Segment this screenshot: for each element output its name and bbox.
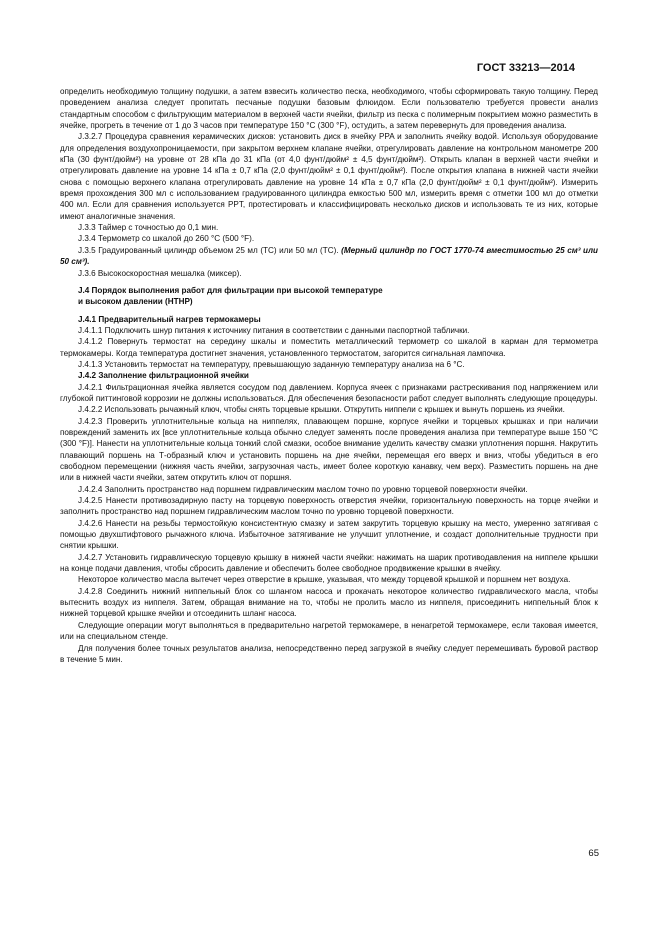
paragraph: J.4.1.1 Подключить шнур питания к источнику питания в соответствии с данными паспортной таблички.: [78, 325, 470, 335]
paragraph: [60, 245, 598, 268]
paragraph: определить необходимую толщину подушки, а затем взвесить количество песка, необходимого, чтобы сформировать такую толщину. Перед проведением анализа следует пропитать песчаные подушки базовым флюидом. Если пользователю требуется провести анализ стандартным способом с фильтрующим материалом в верхней части ячейки, фильтр из песка с полимерным покрытием можно разместить в ячейке, прогреть в течение от 1 до 3 часов при температуре 150 °С (300 °F), остудить, а затем перевернуть для проведения анализа.: [60, 87, 598, 131]
paragraph: J.4.2.6 Нанести на резьбы термостойкую консистентную смазку и затем закрутить торцевую крышку на место, умеренно затягивая с помощью двухштифтового рычажного ключа. Избыточное затягивание не улучшит уплотнение, и создаст дополнительные трудности при снятии крышки.: [60, 518, 598, 551]
paragraph: J.4.1.2 Повернуть термостат на середину шкалы и поместить металлический термометр со шкалой в карман для термометра термокамеры. Когда температура достигнет значения, установленного термостатом, загорится сигнальная лампочка.: [60, 337, 598, 358]
paragraph: J.3.6 Высокоскоростная мешалка (миксер).: [78, 268, 242, 278]
subsection-heading: J.4.1 Предварительный нагрев термокамеры: [78, 314, 261, 324]
paragraph: J.4.2.5 Нанести противозадирную пасту на торцевую поверхность отверстия ячейки, горизонтальную поверхность на торце ячейки и заполнить пространство над поршнем гидравлическим маслом точно по уровню торцевой поверхности.: [60, 496, 598, 517]
paragraph: J.4.2.8 Соединить нижний ниппельный блок со шлангом насоса и прокачать некоторое количество гидравлического масла, чтобы вытеснить воздух из ниппеля. Затем, обращая внимание на то, чтобы не пролить масло из ниппеля, присоединить ниппельный блок к нижней торцевой крышке ячейки и отсоединить шланг насоса.: [60, 586, 598, 619]
subsection-heading: J.4.2 Заполнение фильтрационной ячейки: [78, 371, 249, 381]
paragraph: J.3.2.7 Процедура сравнения керамических дисков: установить диск в ячейку PPA и заполнить ячейку водой. Используя оборудование для определения воздухопроницаемости, при закрытом верхнем клапане ячейки, отрегулировать давление на контрольном манометре 200 кПа (30 фунт/дюйм²) на уровне от 28 кПа до 31 кПа (от 4,0 фунт/дюйм² ± 4,5 фунт/дюйм²). Открыть клапан в верхней части ячейки и отрегулировать давление на уровне 14 кПа ± 0,7 кПа (2,0 фунт/дюйм² ± 0,1 фунт/дюйм²). После открытия клапана в нижней части ячейки снова с помощью верхнего клапана отрегулировать давление на уровне 14 кПа ± 0,7 кПа (2,0 фунт/дюйм² ± 0,1 фунт/дюйм²). Измерить время прохождения 300 мл с использованием градуированного цилиндра емкостью 500 мл, измерить время с отметки 100 мл до отметки 400 мл. Если для сравнения используется PPT, протестировать и классифицировать несколько дисков и использовать те из них, которые имеют аналогичные значения.: [60, 132, 598, 221]
paragraph: J.3.3 Таймер с точностью до 0,1 мин.: [78, 223, 219, 233]
standard-header: ГОСТ 33213—2014: [476, 62, 575, 74]
document-body: [60, 86, 598, 665]
paragraph-text: J.3.5 Градуированный цилиндр объемом 25 мл (ТС) или 50 мл (ТС).: [78, 245, 339, 255]
page-number: 65: [588, 848, 599, 859]
paragraph: J.4.1.3 Установить термостат на температуру, превышающую заданную температуру анализа на 6 °С.: [78, 359, 465, 369]
paragraph: Некоторое количество масла вытечет через отверстие в крышке, указывая, что между торцевой крышкой и поршнем нет воздуха.: [78, 575, 571, 585]
paragraph: J.4.2.1 Фильтрационная ячейка является сосудом под давлением. Корпуса ячеек с признаками растрескивания под напряжением или глубокой питтинговой коррозии не должны использоваться. Для обеспечения безопасности работ следует выполнять следующие процедуры.: [60, 382, 598, 403]
paragraph: J.4.2.3 Проверить уплотнительные кольца на ниппелях, плавающем поршне, корпусе ячейки и торцевых крышках и при наличии повреждений заменить их [все уплотнительные кольца обычно следует заменять после проведения анализа при температуре выше 150 °С (300 °F)]. Нанести на уплотнительные кольца тонкий слой смазки, особое внимание уделить качеству смазки уплотнения поршня. Накрутить плавающий поршень на Т-образный ключ и установить поршень на дне ячейки, перемещая его вверх и вниз, чтобы убедиться в его свободном перемещении (нижняя часть ячейки, загрузочная часть, имеет более короткую канавку, чем верх). Разместить поршень на дне или в нижней части ячейки, затем открутить ключ от поршня.: [60, 416, 598, 483]
paragraph: J.3.4 Термометр со шкалой до 260 °С (500 °F).: [78, 234, 255, 244]
paragraph: Для получения более точных результатов анализа, непосредственно перед загрузкой в ячейку следует перемешивать буровой раствор в течение 5 мин.: [60, 643, 598, 664]
paragraph: J.4.2.7 Установить гидравлическую торцевую крышку в нижней части ячейки: нажимать на шарик противодавления на ниппеле крышки на конце подачи давления, чтобы сбросить давление и обеспечить более свободное продвижение крышки в ячейку.: [60, 552, 598, 574]
paragraph: J.4.2.2 Использовать рычажный ключ, чтобы снять торцевые крышки. Открутить ниппели с крышек и вынуть поршень из ячейки.: [78, 405, 565, 415]
paragraph: J.4.2.4 Заполнить пространство над поршнем гидравлическим маслом точно по уровню торцевой поверхности ячейки.: [78, 484, 528, 494]
section-heading: J.4 Порядок выполнения работ для фильтрации при высокой температуре: [78, 285, 383, 295]
section-heading-cont: и высоком давлении (HTHP): [78, 297, 193, 307]
paragraph: Следующие операции могут выполняться в предварительно нагретой термокамере, в ненагретой термокамере, если таковая имеется, или на специальном стенде.: [60, 620, 598, 642]
gost-note: (Мерный цилиндр по ГОСТ 1770-74 вместимостью 25 см³ или 50 см³).: [60, 245, 598, 267]
